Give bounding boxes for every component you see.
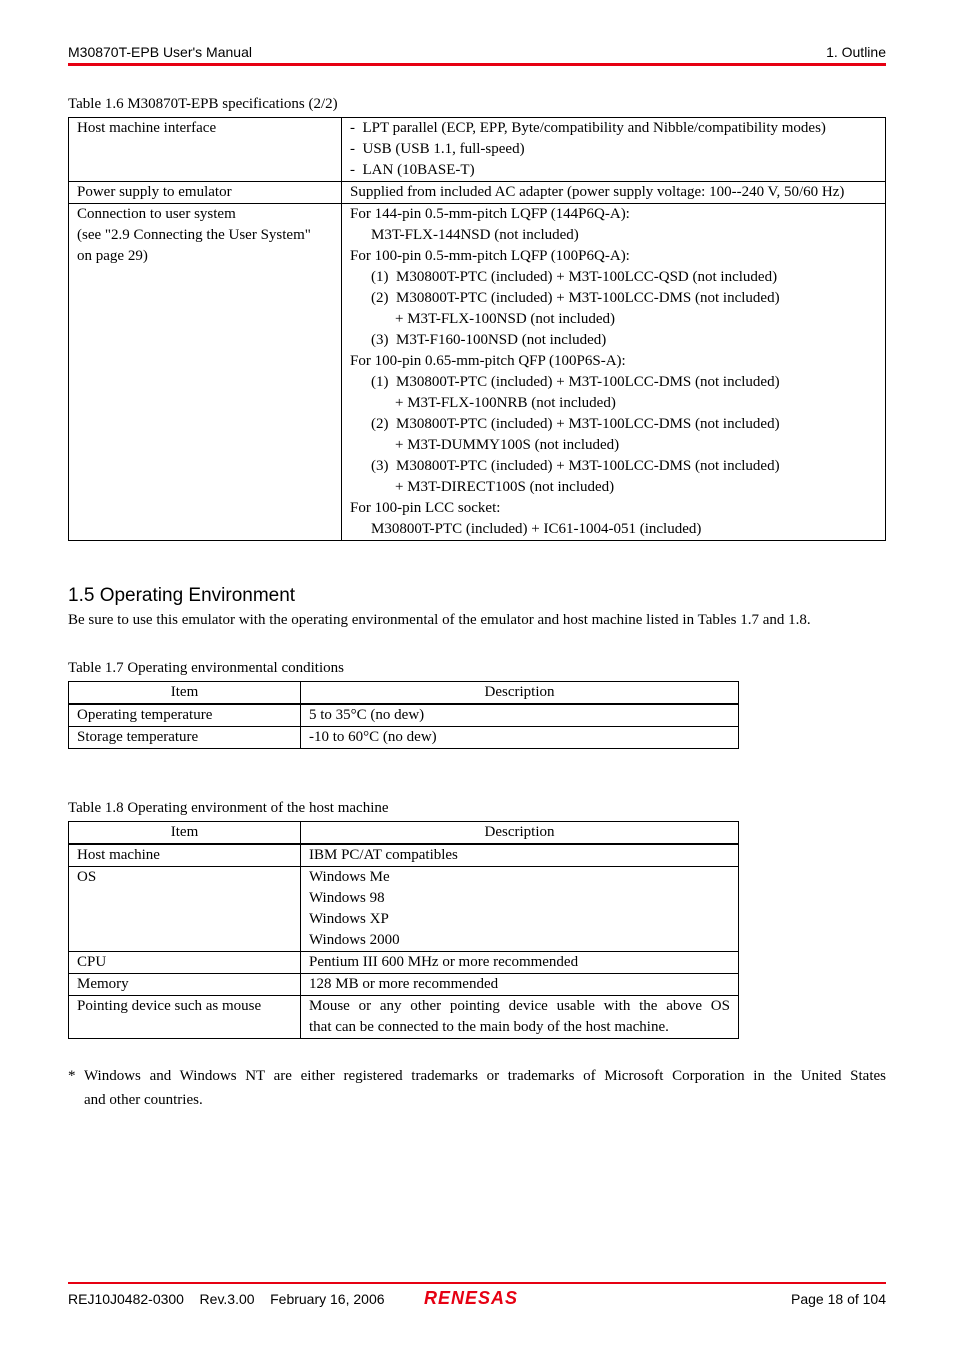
- item-cell: Pointing device such as mouse: [69, 996, 301, 1039]
- spec-item-line: Host machine interface: [77, 120, 217, 136]
- item-cell: Operating temperature: [69, 704, 301, 727]
- spec-description-line: - USB (USB 1.1, full-speed): [350, 141, 525, 157]
- table-row: [69, 844, 739, 867]
- description-line: 5 to 35°C (no dew): [309, 707, 425, 723]
- spec-item: [69, 182, 342, 204]
- spec-description-line: M3T-FLX-144NSD (not included): [371, 227, 579, 243]
- column-header: Description: [301, 682, 739, 705]
- item-cell: Storage temperature: [69, 727, 301, 749]
- specifications-table: [68, 117, 886, 541]
- spec-description-line: For 100-pin LCC socket:: [350, 500, 501, 516]
- table-1-6-caption: Table 1.6 M30870T-EPB specifications (2/2): [68, 96, 338, 112]
- description-line: Windows Me: [309, 869, 390, 885]
- item-cell: Host machine: [69, 844, 301, 867]
- spec-description-line: + M3T-FLX-100NSD (not included): [395, 311, 615, 327]
- spec-item-line: Power supply to emulator: [77, 184, 232, 200]
- host-machine-table: [68, 821, 739, 1039]
- column-header: Item: [69, 682, 301, 705]
- header-rule: [68, 63, 886, 66]
- table-header-row: [69, 682, 739, 705]
- description-line: that can be connected to the main body of the host machine.: [309, 1019, 669, 1035]
- operating-conditions-table: [68, 681, 739, 749]
- spec-item: [69, 118, 342, 182]
- description-cell: [301, 844, 739, 867]
- footnote-mark: *: [68, 1068, 76, 1084]
- table-header-row: [69, 822, 739, 845]
- spec-description-line: (2) M30800T-PTC (included) + M3T-100LCC-DMS (not included): [371, 416, 780, 432]
- description-cell: [301, 974, 739, 996]
- spec-description-line: (1) M30800T-PTC (included) + M3T-100LCC-DMS (not included): [371, 374, 780, 390]
- item-cell: OS: [69, 867, 301, 952]
- spec-description: [342, 118, 886, 182]
- description-line: Windows 2000: [309, 932, 400, 948]
- spec-description-line: For 100-pin 0.65-mm-pitch QFP (100P6S-A):: [350, 353, 626, 369]
- description-line: IBM PC/AT compatibles: [309, 847, 458, 863]
- table-row: [69, 704, 739, 727]
- spec-description-line: Supplied from included AC adapter (power supply voltage: 100--240 V, 50/60 Hz): [350, 184, 845, 200]
- spec-item-line: on page 29): [77, 248, 148, 264]
- description-cell: [301, 952, 739, 974]
- spec-description-line: + M3T-FLX-100NRB (not included): [395, 395, 616, 411]
- table-row: [69, 996, 739, 1039]
- table-row: [69, 867, 739, 952]
- table-1-7-caption: Table 1.7 Operating environmental conditions: [68, 660, 344, 676]
- description-cell: [301, 996, 739, 1039]
- spec-description-line: + M3T-DUMMY100S (not included): [395, 437, 620, 453]
- section-intro: Be sure to use this emulator with the operating environmental of the emulator and host machine listed in Tables 1.7 and 1.8.: [68, 612, 811, 628]
- description-line: Windows 98: [309, 890, 385, 906]
- spec-description-line: (2) M30800T-PTC (included) + M3T-100LCC-DMS (not included): [371, 290, 780, 306]
- spec-description-line: For 144-pin 0.5-mm-pitch LQFP (144P6Q-A):: [350, 206, 630, 222]
- footnote-line2: and other countries.: [84, 1092, 203, 1108]
- header-section: 1. Outline: [826, 44, 886, 60]
- footer-date: February 16, 2006: [270, 1291, 385, 1307]
- spec-description-line: - LPT parallel (ECP, EPP, Byte/compatibility and Nibble/compatibility modes): [350, 120, 826, 136]
- footnote-line1: Windows and Windows NT are either registered trademarks or trademarks of Microsoft Corporation in the United States: [84, 1068, 886, 1084]
- description-line: Mouse or any other pointing device usable with the above OS: [309, 998, 730, 1014]
- footer-rule: [68, 1282, 886, 1284]
- footer-info: [68, 1291, 385, 1307]
- footer-page-number: Page 18 of 104: [791, 1291, 886, 1307]
- footer-revision: Rev.3.00: [199, 1291, 255, 1307]
- table-1-8-caption: Table 1.8 Operating environment of the host machine: [68, 800, 389, 816]
- spec-description-line: - LAN (10BASE-T): [350, 162, 475, 178]
- description-line: Pentium III 600 MHz or more recommended: [309, 954, 579, 970]
- spec-item: [69, 204, 342, 541]
- spec-description-line: + M3T-DIRECT100S (not included): [395, 479, 615, 495]
- footnote: [68, 1064, 886, 1112]
- table-row: [69, 974, 739, 996]
- item-cell: Memory: [69, 974, 301, 996]
- spec-row: [69, 118, 886, 182]
- section-title: 1.5 Operating Environment: [68, 585, 296, 606]
- spec-description-line: (3) M3T-F160-100NSD (not included): [371, 332, 607, 348]
- table-row: [69, 952, 739, 974]
- spec-description-line: For 100-pin 0.5-mm-pitch LQFP (100P6Q-A):: [350, 248, 630, 264]
- spec-item-line: (see "2.9 Connecting the User System": [77, 227, 311, 243]
- renesas-logo: RENESAS: [424, 1288, 519, 1308]
- table-row: [69, 727, 739, 749]
- column-header: Description: [301, 822, 739, 845]
- spec-description-line: (1) M30800T-PTC (included) + M3T-100LCC-QSD (not included): [371, 269, 778, 285]
- spec-row: [69, 204, 886, 541]
- footer-doc-number: REJ10J0482-0300: [68, 1291, 184, 1307]
- item-cell: CPU: [69, 952, 301, 974]
- column-header: Item: [69, 822, 301, 845]
- spec-item-line: Connection to user system: [77, 206, 236, 222]
- description-line: -10 to 60°C (no dew): [309, 729, 437, 745]
- description-cell: [301, 704, 739, 727]
- description-cell: [301, 727, 739, 749]
- description-line: Windows XP: [309, 911, 389, 927]
- spec-description-line: (3) M30800T-PTC (included) + M3T-100LCC-DMS (not included): [371, 458, 780, 474]
- spec-description-line: M30800T-PTC (included) + IC61-1004-051 (included): [371, 521, 702, 537]
- spec-row: [69, 182, 886, 204]
- spec-description: [342, 182, 886, 204]
- header-title: M30870T-EPB User's Manual: [68, 44, 252, 60]
- spec-description: [342, 204, 886, 541]
- description-cell: [301, 867, 739, 952]
- description-line: 128 MB or more recommended: [309, 976, 499, 992]
